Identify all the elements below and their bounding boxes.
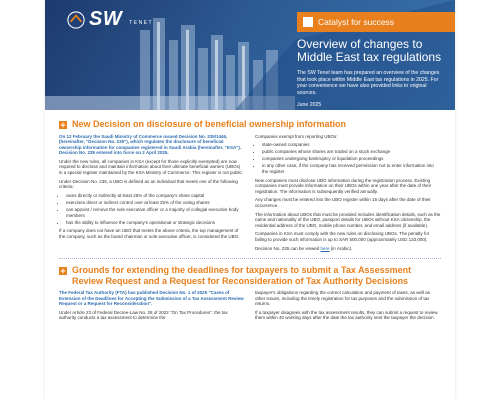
paragraph: Under Article 23 of Federal Decree-Law No. 28 of 2022 "On Tax Procedures", the tax authority conducts a tax assessment to determine the: [59, 309, 228, 321]
source-text-suffix: (in Arabic).: [329, 245, 353, 251]
section-2-header: [45, 265, 455, 286]
section-1-body: [45, 130, 455, 255]
paragraph: Under Decision No. 235, a UBO is defined as an individual that meets one of the following criteria:: [59, 178, 238, 190]
section-marker-icon: [59, 121, 67, 129]
paragraph: If a company does not have an UBO that meets the above criteria, the top management of the company, such as the board chairman or sole executive officer, is considered the UBO.: [59, 228, 240, 239]
paragraph: New companies must disclose UBO information during the registration process. Existing companies must provide information on their UBOs within one year after the date of their registration. The information is subsequently verified annually.: [255, 177, 432, 194]
list-item: • can appoint / remove the sole executive officer or a majority of collegial executive body members: [66, 207, 245, 218]
paragraph: If a taxpayer disagrees with the tax assessment results, they can submit a request to review them within 40 working days after the date the tax authority sent the taxpayer the decision.: [255, 309, 438, 321]
logo-text: SW: [89, 8, 123, 30]
header-banner: [45, 0, 455, 110]
list-item: • has the ability to influence the company's operational or strategic decisions: [66, 220, 245, 226]
section-divider: [59, 258, 441, 259]
source-link[interactable]: here: [320, 245, 330, 251]
list-item: • exercises direct or indirect control over at least 25% of the voting shares: [66, 200, 245, 206]
paragraph: Under the new rules, all companies in KSA (except for those explicitly exempted) are now required to disclose and maintain information about their ultimate beneficial owners (UBOs) in a special register maintained by the KSA Ministry of Commerce. This register is not public.: [59, 158, 243, 176]
company-logo: [67, 8, 153, 31]
ubo-criteria-list: [59, 193, 245, 225]
source-paragraph: [255, 246, 441, 252]
list-item: • in any other case, if the company has received permission not to enter information into the register: [262, 163, 441, 174]
logo-mark-icon: [67, 11, 85, 29]
catalyst-tag: [297, 12, 455, 32]
paragraph: Companies in KSA must comply with the new rules on disclosing UBOs. The penalty for failing to provide such information is up to SAR 500,000 (approximately USD 133,000).: [255, 231, 430, 242]
list-item: • owns directly or indirectly at least 25% of the company's share capital: [66, 193, 245, 199]
paragraph: Any changes must be entered into the UBO register within 15 days after the date of their occurrence.: [255, 197, 431, 208]
paragraph: The information about UBOs that must be provided includes identification details, such as the name and nationality of the UBO, passport details for UBOs without KSA citizenship, the residential address of the UBO, mobile phone number, and email address (if available).: [255, 211, 441, 228]
intro-text: The SW Tenet team has prepared an overview of the changes that took place within Middle East tax regulations in 2025. For your convenience we have also provided links to original sources.: [297, 70, 440, 96]
page-title: Overview of changes to Middle East tax regulations: [297, 37, 442, 64]
section-2-lead: The Federal Tax Authority (FTA) has published Decision No. 1 of 2025 "Cases of Extension of the Deadlines for Accepting the Submission of a Tax Assessment Review Request or a Request for Reconsideration".: [59, 290, 244, 307]
section-2-title: Grounds for extending the deadlines for taxpayers to submit a Tax Assessment Review Request and a Request for Reconsideration of Tax Authority Decisions: [72, 265, 412, 286]
exempt-companies-list: [255, 142, 441, 174]
logo-subtext: TENET: [129, 19, 154, 26]
list-item: • public companies whose shares are traded on a stock exchange: [262, 149, 441, 155]
section-2-body: [45, 286, 455, 324]
catalyst-text: Catalyst for success: [318, 17, 395, 27]
paragraph: taxpayer's obligations regarding the correct calculation and payment of taxes, as well as other issues, including the timely registration for tax purposes and the submission of tax returns.: [255, 290, 430, 307]
publication-date: June 2025: [297, 102, 322, 108]
section-1-right-column: [255, 134, 441, 255]
section-2-right-column: [255, 290, 441, 324]
paragraph: Companies exempt from reporting UBOs:: [255, 133, 338, 139]
section-1-lead: On 12 February the Saudi Ministry of Commerce issued Decision No. 235/1446, (hereinafter, "Decision No. 235"), which regulates the disclosure of beneficial ownership information for companies registered in Saudi Arabia (hereinafter, "KSA"). Decision No. 235 entered into force on 2 April 2025.: [59, 133, 242, 156]
list-item: • companies undergoing bankruptcy or liquidation proceedings: [262, 156, 441, 162]
list-item: • state-owned companies: [262, 142, 441, 148]
section-2-left-column: [59, 290, 245, 324]
document-page: [45, 0, 455, 400]
section-marker-icon: [59, 267, 67, 275]
section-1-header: [45, 119, 455, 130]
square-icon: [303, 17, 313, 27]
section-1-title: New Decision on disclosure of beneficial ownership information: [72, 119, 347, 129]
source-text: Decision No. 235 can be viewed: [255, 245, 321, 251]
section-1-left-column: [59, 134, 245, 255]
